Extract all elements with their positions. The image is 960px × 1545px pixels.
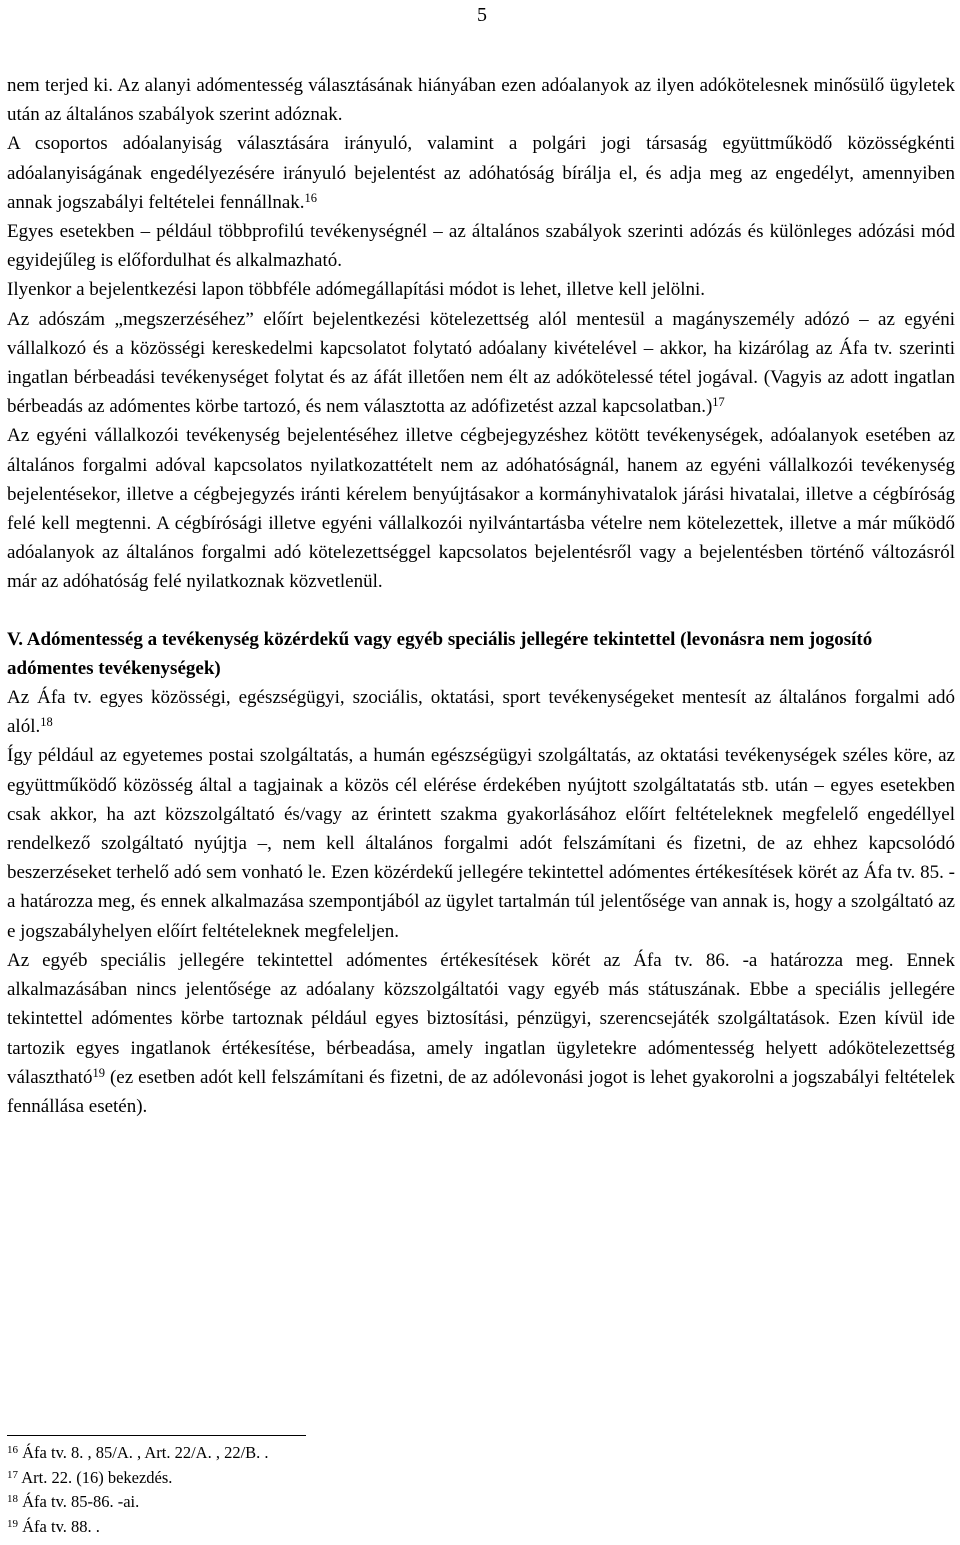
footnote: [7, 1466, 947, 1491]
footnote-divider: [7, 1435, 306, 1436]
footnotes: [7, 1441, 947, 1539]
paragraph: Egyes esetekben – például többprofilú tevékenységnél – az általános szabályok szerinti adózás és különleges adózási mód egyidejűleg is előfordulhat és alkalmazható.: [7, 221, 955, 272]
paragraph: Az egyéb speciális jellegére tekintettel adómentes értékesítések körét az Áfa tv. 86. -a határozza meg. Ennek alkalmazásában nincs jelentősége az adóalany közszolgáltatói vagy egyéb más státuszának. Ebbe a speciális jellegére tekintettel adómentes körbe tartoznak például egyes biztosítási, pénzügyi, szerencsejáték szolgáltatások. Ezen kívül ide tartozik egyes ingatlanok értékesítése, bérbeadása, amely ingatlan ügyletekre adómentesség helyett adókötelezettség választható$^{19}$ (ez esetben adót kell felszámítani és fizetni, de az adólevonási jogot is lehet gyakorolni a jogszabályi feltételek fennállása esetén).: [7, 949, 955, 1117]
footnote: [7, 1515, 947, 1540]
footnote-text: Áfa tv. 8. , 85/A. , Art. 22/A. , 22/B. .: [22, 1443, 269, 1462]
paragraph: Az Áfa tv. egyes közösségi, egészségügyi, szociális, oktatási, sport tevékenységeket mentesít az általános forgalmi adó alól.$^{18}$: [7, 687, 955, 738]
footnote-ref: 19: [92, 1065, 105, 1080]
paragraph-gap: [7, 597, 955, 625]
footnote-number: 19: [7, 1517, 18, 1530]
section-heading: V. Adómentesség a tevékenység közérdekű vagy egyéb speciális jellegére tekintettel (levonásra nem jogosító adómentes tevékenységek): [7, 628, 873, 679]
paragraph: nem terjed ki. Az alanyi adómentesség választásának hiányában ezen adóalanyok az ilyen adókötelesnek minősülő ügyletek után az általános szabályok szerint adóznak.: [7, 75, 955, 126]
document-body: [7, 71, 955, 1121]
page-number: 5: [477, 4, 487, 26]
footnote: [7, 1490, 947, 1515]
footnote-number: 18: [7, 1493, 18, 1505]
paragraph: A csoportos adóalanyiság választására irányuló, valamint a polgári jogi társaság együttműködő közösségkénti adóalanyiságának engedélyezésére irányuló bejelentést az adóhatóság bírálja el, és adja meg az engedélyt, amennyiben annak jogszabályi feltételei fennállnak.$^{16}$: [7, 133, 955, 213]
paragraph: Így például az egyetemes postai szolgáltatás, a humán egészségügyi szolgáltatás, az oktatási tevékenységek széles köre, az együttműködő közösség által a tagjainak a közös cél elérése érdekében nyújtott szolgáltatatás stb. után – egyes esetekben csak akkor, ha azt közszolgáltató és/vagy az érintett szakma gyakorlásához előírt feltételeknek megfelelő engedéllyel rendelkező szolgáltató nyújtja –, nem kell általános forgalmi adót felszámítani és fizetni, de az ehhez kapcsolódó beszerzéseket terhelő adó sem vonható le. Ezen közérdekű jellegére tekintettel adómentes értékesítések körét az Áfa tv. 85. -a határozza meg, és ennek alkalmazása szempontjából az ügylet tartalmán túl jelentősége van annak is, hogy a szolgáltató az e jogszabályhelyen előírt feltételeknek megfeleljen.: [7, 745, 955, 942]
paragraph: Az egyéni vállalkozói tevékenység bejelentéséhez illetve cégbejegyzéshez kötött tevékenységek, adóalanyok esetében az általános forgalmi adóval kapcsolatos nyilatkozattételt nem az adóhatóságnál, hanem az egyéni vállalkozói tevékenység bejelentésekor, illetve a cégbejegyzés iránti kérelem benyújtásakor a kormányhivatalok járási hivatalai, illetve a cégbíróság felé kell megtenni. A cégbírósági illetve egyéni vállalkozói nyilvántartásba vételre nem kötelezettek, illetve a már működő adóalanyok az általános forgalmi adó kötelezettséggel kapcsolatos bejelentésről vagy a bejelentésben történő változásról már az adóhatóság felé nyilatkoznak közvetlenül.: [7, 425, 955, 593]
footnote: [7, 1441, 947, 1466]
footnote-number: 17: [7, 1468, 18, 1481]
footnote-text: Áfa tv. 85-86. -ai.: [22, 1492, 140, 1511]
footnote-text: Áfa tv. 88. .: [22, 1516, 100, 1536]
footnote-text: Art. 22. (16) bekezdés.: [21, 1467, 173, 1487]
paragraph: Ilyenkor a bejelentkezési lapon többféle adómegállapítási módot is lehet, illetve kell jelölni.: [7, 279, 706, 301]
footnote-ref: 17: [712, 395, 725, 410]
paragraph: Az adószám „megszerzéséhez” előírt bejelentkezési kötelezettség alól mentesül a magányszemély adózó – az egyéni vállalkozó és a közösségi kereskedelmi kapcsolatot folytató adóalany kivételével – akkor, ha kizárólag az Áfa tv. szerinti ingatlan bérbeadási tevékenységet folytat és az áfát illetően nem élt az adókötelessé tétel jogával. (Vagyis az adott ingatlan bérbeadás az adómentes körbe tartozó, és nem választotta az adófizetést azzal kapcsolatban.)$^{17}$: [7, 308, 955, 418]
footnote-ref: 16: [304, 190, 318, 205]
footnote-number: 16: [7, 1444, 18, 1456]
footnote-ref: 18: [40, 715, 53, 730]
